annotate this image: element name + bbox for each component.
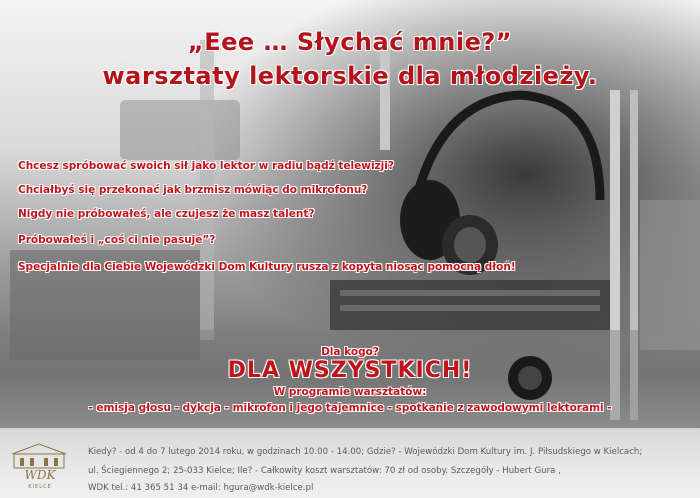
audience-question: Dla kogo? — [321, 346, 379, 358]
audience-answer: DLA WSZYSTKICH! — [227, 358, 473, 383]
footer-info-line2: ul. Ściegiennego 2; 25-033 Kielce; Ile? - Całkowity koszt warsztatów: 70 zł od osoby. Szczegóły - Hubert Gura , — [88, 466, 561, 476]
question-1: Chcesz spróbować swoich sił jako lektor w radiu bądź telewizji? — [18, 160, 394, 172]
question-5: Specjalnie dla Ciebie Wojewódzki Dom Kultury rusza z kopyta niosąc pomocną dłoń! — [18, 261, 516, 273]
headphones-icon — [400, 95, 600, 275]
question-4: Próbowałeś i „coś ci nie pasuje”? — [18, 234, 216, 246]
poster-title-line1: „Eee … Słychać mnie?” — [187, 28, 513, 56]
program-topics: - emisja głosu - dykcja - mikrofon i jego tajemnice - spotkanie z zawodowymi lektorami - — [88, 402, 612, 414]
footer-info-line1: Kiedy? - od 4 do 7 lutego 2014 roku, w godzinach 10.00 - 14.00; Gdzie? - Wojewódzki Dom Kultury im. J. Piłsudskiego w Kielcach; — [88, 447, 643, 457]
question-2: Chciałbyś się przekonać jak brzmisz mówiąc do mikrofonu? — [18, 184, 368, 196]
wdk-logo-text: WDK — [24, 468, 56, 482]
wdk-building-logo — [10, 440, 68, 490]
footer-info-line3: WDK tel.: 41 365 51 34 e-mail: hgura@wdk-kielce.pl — [88, 483, 314, 493]
wdk-logo-sub: KIELCE — [28, 484, 52, 490]
question-3: Nigdy nie próbowałeś, ale czujesz że masz talent? — [18, 208, 315, 220]
poster-title-line2: warsztaty lektorskie dla młodzieży. — [102, 62, 598, 90]
program-label: W programie warsztatów: — [273, 386, 427, 398]
